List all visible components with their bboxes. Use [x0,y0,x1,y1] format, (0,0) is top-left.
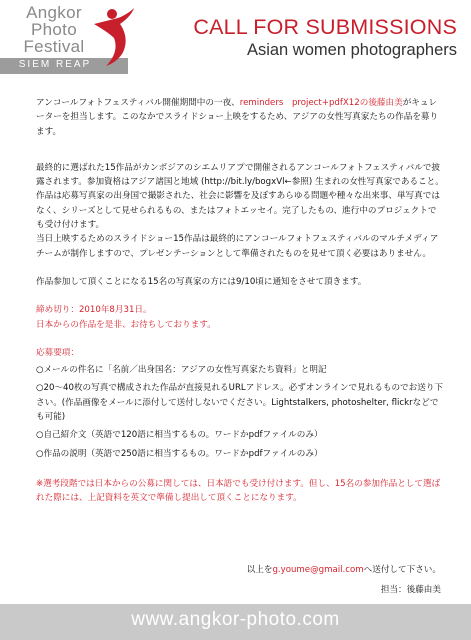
requirement-item-bio: ○自己紹介文（英語で120語に相当するもの。ワードかpdfファイルのみ） [36,430,323,441]
dancer-figure-icon [88,0,138,70]
requirements-heading: 応募要項： [36,347,79,358]
intro-paragraph [36,96,444,139]
requirement-item-description: ○作品の説明（英語で250語に相当するもの。ワードかpdfファイルのみ） [36,448,323,459]
contact-email-link[interactable]: g.youme@gmail.com [272,565,364,575]
intro-text-2: がキュレーターを担当します。このなかでスライドショー上映をするため、アジアの女性写真家たちの作品を募ります。 [36,98,439,137]
page-title: CALL FOR SUBMISSIONS [193,15,457,39]
contact-line [247,563,441,575]
deadline-line: 締め切り：2010年8月31日。 [36,305,152,316]
logo-text-siem-reap: SIEM REAP [18,59,92,70]
page-subtitle: Asian women photographers [246,41,457,59]
contact-pre: 以上を [246,565,273,575]
language-note: ※選考段階では日本からの公募に関しては、日本語でも受け付けます。但し、15名の参加作品として選ばれた際には、上記資料を英文で準備し提出して頂くことになります。 [36,478,441,504]
festival-logo [0,0,137,76]
intro-text-1: アンコールフォトフェスティバル開催期間中の一夜、 [36,98,240,108]
deadline-invite-line: 日本からの作品を是非、お待ちしております。 [36,319,216,330]
logo-text-photo: Photo [31,20,77,39]
website-url-link[interactable]: www.angkor-photo.com [131,609,340,630]
logo-text-festival: Festival [23,37,85,56]
requirement-item-subject: ○メールの件名に「名前／出身国名：アジアの女性写真家たち資料」と明記 [36,365,327,376]
contact-person: 担当：後藤由美 [380,585,441,595]
footer [0,604,471,640]
details-paragraph-1: 最終的に選ばれた15作品がカンボジアのシエムリアプで開催されるアンコールフォトフェスティバルで披露されます。参加資格はアジア諸国と地域 (http://bit.ly/bogxVl←参照) 生まれの女性写真家であること。作品は応募写真家の出身国で撮影された、社会に影響を及ぼすあらゆる問題や種々な出来事、単写真ではなく、シリーズとして見せられるもの、またはフォトエッセイ。完了したもの、進行中のプロジェクトでも受け付けます。 [36,162,444,231]
project-link[interactable]: reminders project+pdfX12の後藤由美 [239,98,403,108]
document-body [36,96,444,520]
contact-post: へ送付して下さい。 [363,565,441,575]
logo-text-angkor: Angkor [26,3,82,22]
requirement-item-url: ○20～40枚の写真で構成された作品が直接見れるURLアドレス。必ずオンラインで見れるものでお送り下さい。(作品画像をメールに添付して送付しないでください。Lightstalkers, photoshelter, flickrなどでも可能) [36,383,444,423]
details-paragraph-2: 当日上映するためのスライドショー15作品は最終的にアンコールフォトフェスティバルのマルチメディアチームが制作しますので、プレゼンテーションとして準備されたものを見せて頂く必要はありません。 [36,234,439,259]
notification-paragraph: 作品参加して頂くことになる15名の写真家の方には9/10頃に通知をさせて頂きます。 [36,276,367,287]
header [0,0,471,80]
deadline-block [36,303,444,332]
